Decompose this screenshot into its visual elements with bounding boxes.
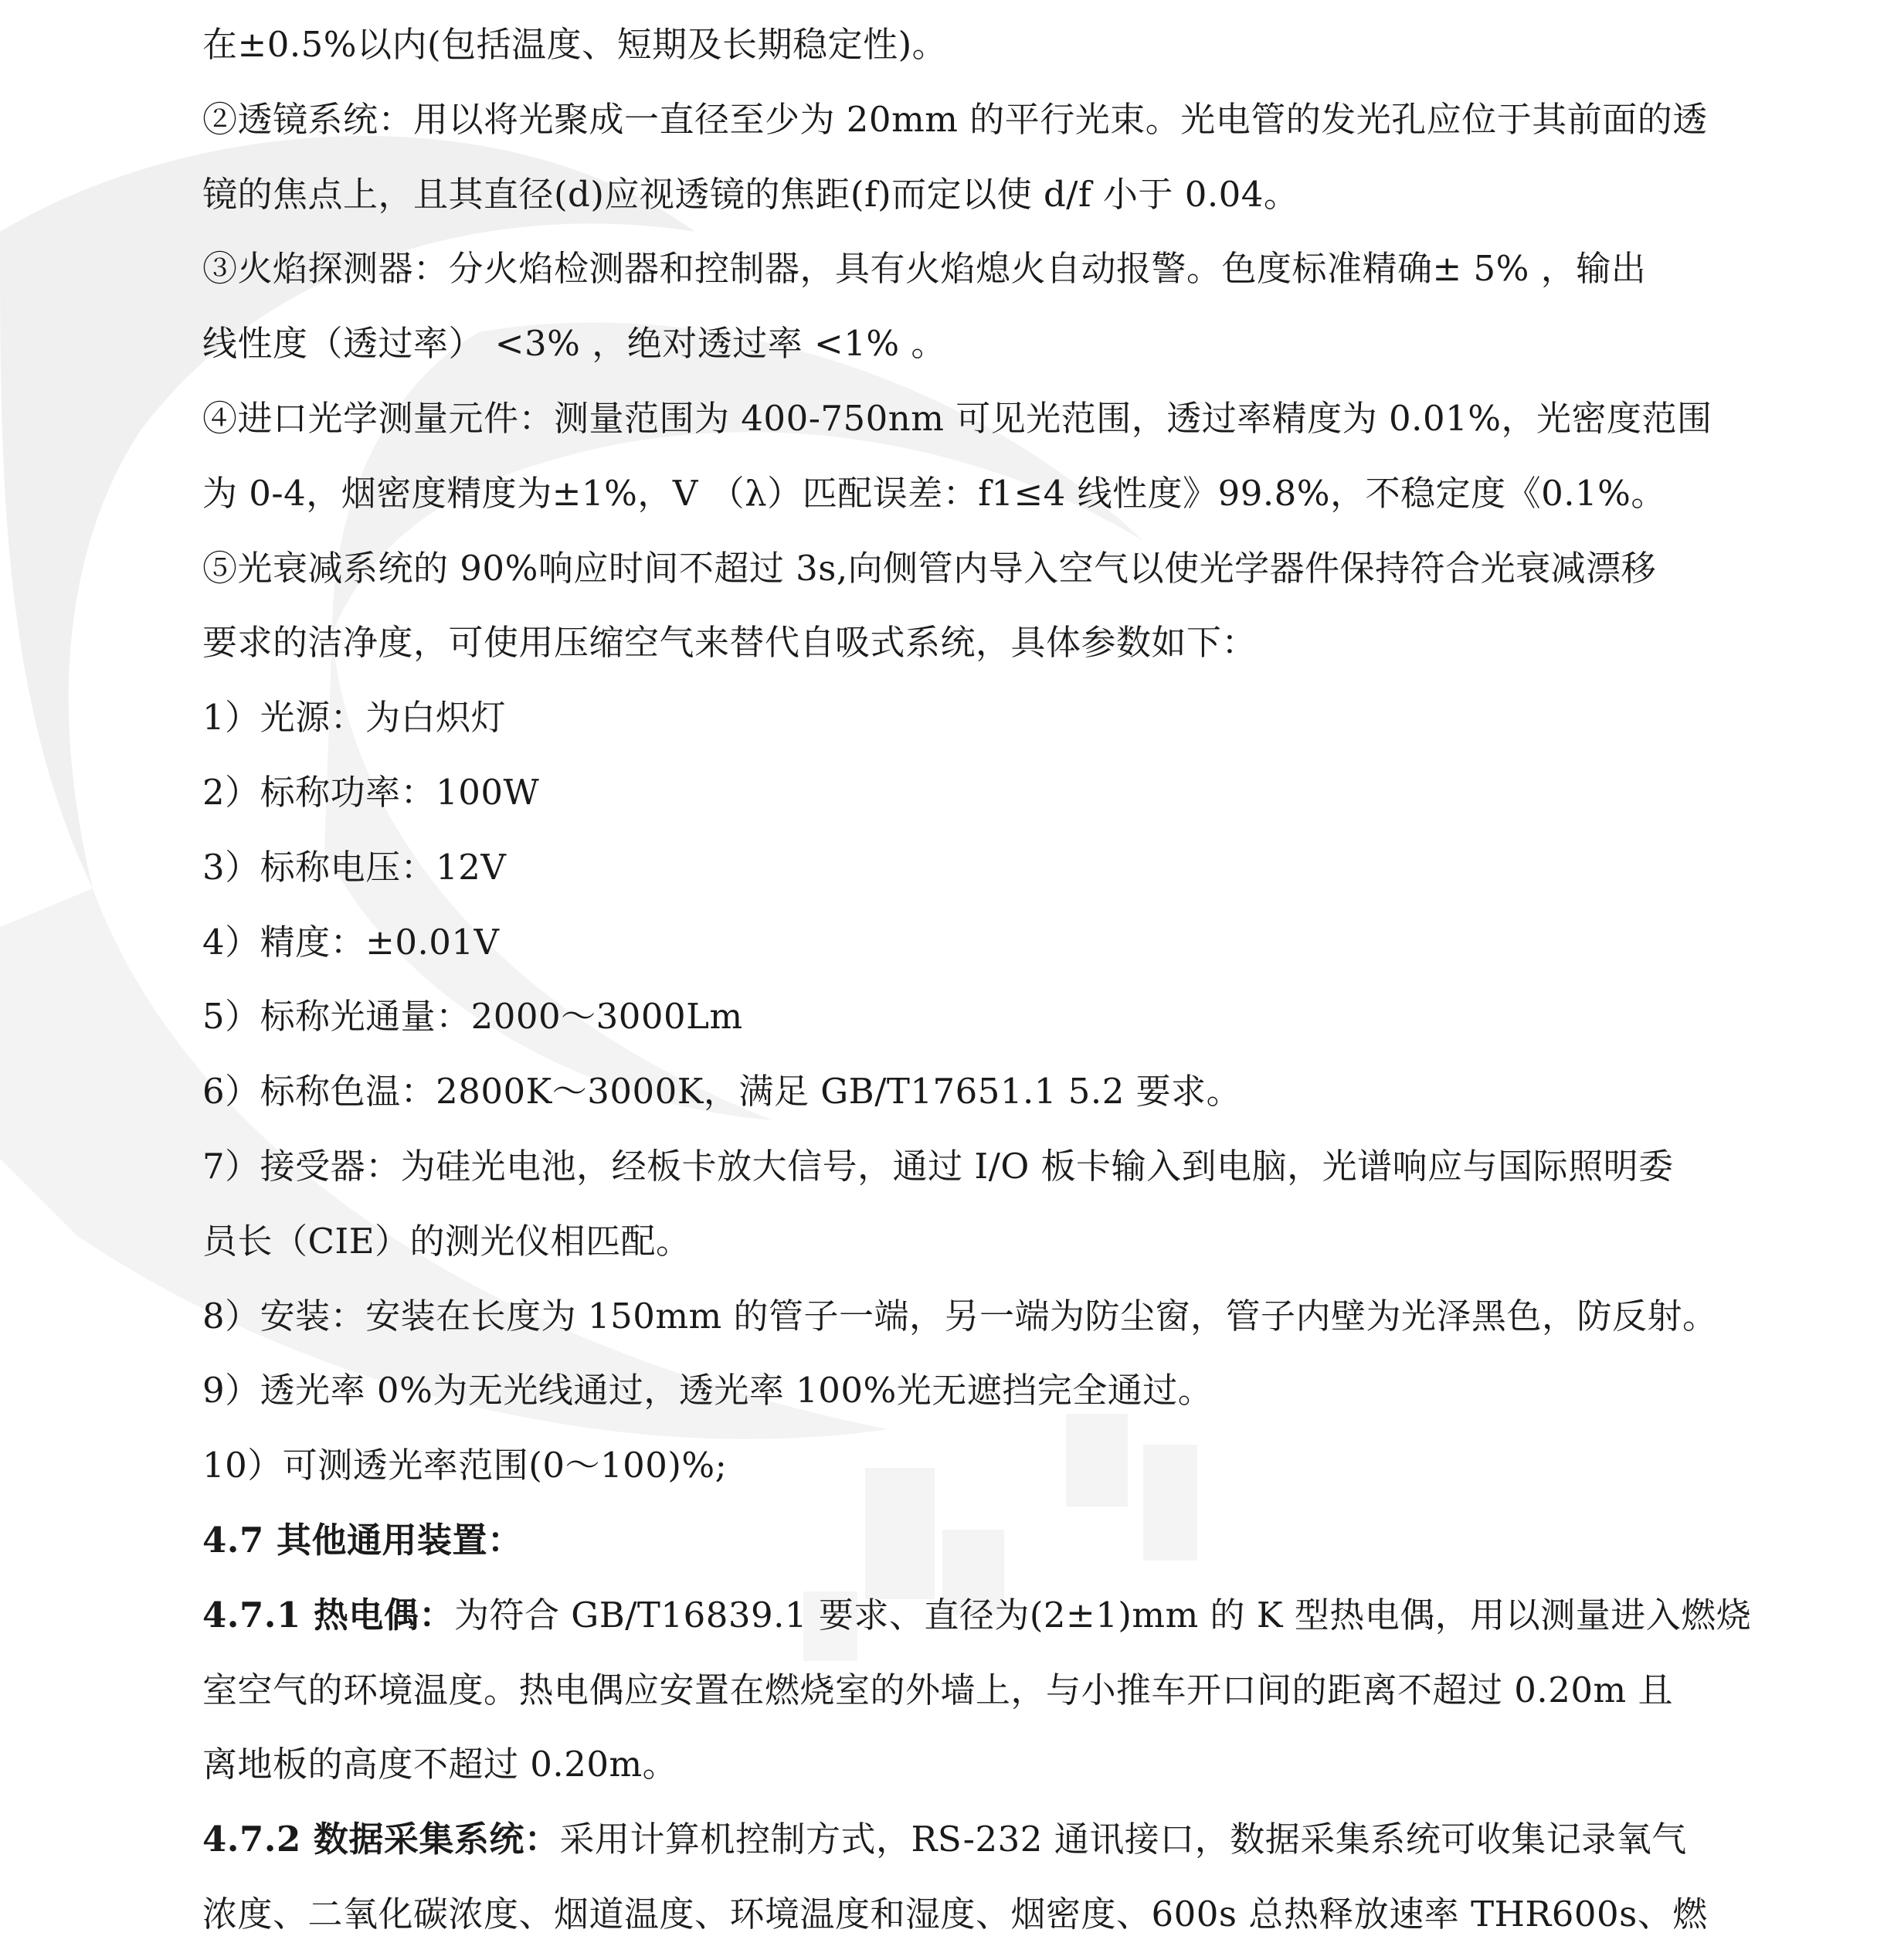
text-line: ②透镜系统：用以将光聚成一直径至少为 20mm 的平行光束。光电管的发光孔应位于其前面的透 bbox=[202, 98, 1708, 140]
section-4-7-1 bbox=[202, 1578, 1794, 1653]
document-body bbox=[202, 8, 1794, 1952]
text-line: 要求的洁净度，可使用压缩空气来替代自吸式系统，具体参数如下： bbox=[202, 622, 1258, 664]
text-line: ③火焰探测器：分火焰检测器和控制器，具有火焰熄火自动报警。色度标准精确± 5% ，输出 bbox=[202, 248, 1647, 290]
list-item: 2）标称功率：100W bbox=[202, 771, 540, 813]
text-line: 员长（CIE）的测光仪相匹配。 bbox=[202, 1220, 691, 1262]
list-item: 8）安装：安装在长度为 150mm 的管子一端，另一端为防尘窗，管子内壁为光泽黑色，防反射。 bbox=[202, 1295, 1718, 1337]
text-line: ④进口光学测量元件：测量范围为 400-750nm 可见光范围，透过率精度为 0.01%，光密度范围 bbox=[202, 397, 1712, 439]
section-4-7-2 bbox=[202, 1802, 1794, 1877]
text-line: 室空气的环境温度。热电偶应安置在燃烧室的外墙上，与小推车开口间的距离不超过 0.20m 且 bbox=[202, 1669, 1673, 1710]
section-4-7-2-text: 采用计算机控制方式，RS-232 通讯接口，数据采集系统可收集记录氧气 bbox=[559, 1819, 1687, 1860]
text-line: 浓度、二氧化碳浓度、烟道温度、环境温度和湿度、烟密度、600s 总热释放速率 THR600s、燃 bbox=[202, 1893, 1708, 1935]
text-line: 离地板的高度不超过 0.20m。 bbox=[202, 1744, 678, 1785]
section-heading-4-7: 4.7 其他通用装置： bbox=[202, 1519, 523, 1561]
list-item: 5）标称光通量：2000～3000Lm bbox=[202, 996, 743, 1038]
list-item: 7）接受器：为硅光电池，经板卡放大信号，通过 I/O 板卡输入到电脑，光谱响应与国际照明委 bbox=[202, 1145, 1674, 1187]
text-line: 线性度（透过率） <3% ，绝对透过率 <1% 。 bbox=[202, 323, 946, 365]
section-4-7-1-label: 4.7.1 热电偶： bbox=[202, 1594, 454, 1636]
list-item: 10）可测透光率范围(0～100)%; bbox=[202, 1445, 728, 1486]
list-item: 1）光源：为白炽灯 bbox=[202, 697, 507, 739]
list-item: 9）透光率 0%为无光线通过，透光率 100%光无遮挡完全通过。 bbox=[202, 1370, 1213, 1411]
list-item: 4）精度：±0.01V bbox=[202, 921, 500, 963]
text-line: 为 0-4，烟密度精度为±1%，V （λ）匹配误差：f1≤4 线性度》99.8%，不稳定度《0.1%。 bbox=[202, 472, 1666, 514]
section-4-7-1-text: 为符合 GB/T16839.1 要求、直径为(2±1)mm 的 K 型热电偶，用以测量进入燃烧 bbox=[453, 1594, 1752, 1636]
text-line: 在±0.5%以内(包括温度、短期及长期稳定性)。 bbox=[202, 24, 948, 65]
text-line: ⑤光衰减系统的 90%响应时间不超过 3s,向侧管内导入空气以使光学器件保持符合光衰减漂移 bbox=[202, 547, 1657, 589]
list-item: 6）标称色温：2800K～3000K，满足 GB/T17651.1 5.2 要求。 bbox=[202, 1071, 1242, 1112]
section-4-7-2-label: 4.7.2 数据采集系统： bbox=[202, 1819, 560, 1860]
list-item: 3）标称电压：12V bbox=[202, 846, 507, 888]
text-line: 镜的焦点上，且其直径(d)应视透镜的焦距(f)而定以使 d/f 小于 0.04。 bbox=[202, 173, 1299, 215]
